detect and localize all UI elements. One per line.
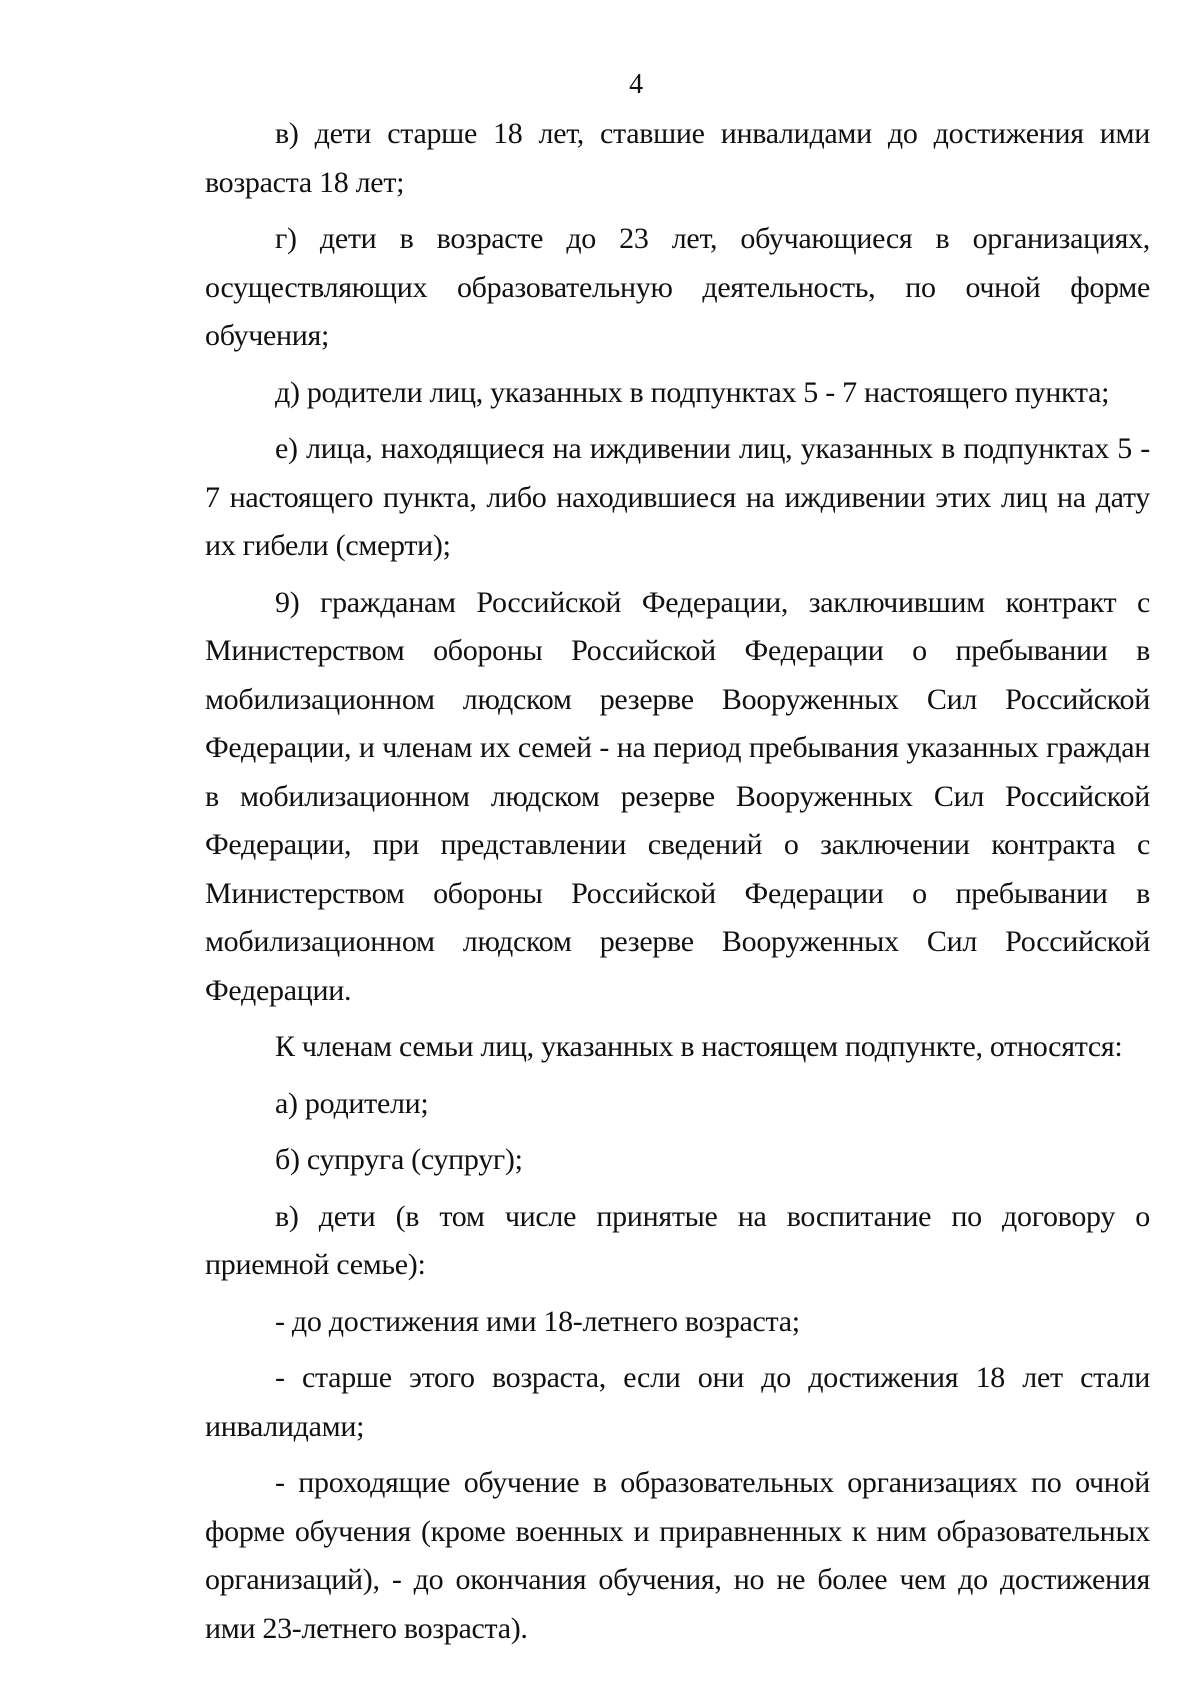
- page-number: 4: [629, 69, 643, 100]
- paragraph-family-spouse: б) супруга (супруг);: [275, 1143, 523, 1176]
- paragraph-children-under-18: - до достижения ими 18-летнего возраста;: [275, 1304, 800, 1338]
- paragraph-family-parents: а) родители;: [275, 1086, 429, 1120]
- paragraph-family-children: в) дети (в том числе принятые на воспитание по договору о приемной семье):: [205, 1199, 1150, 1281]
- paragraph-dependents: е) лица, находящиеся на иждивении лиц, указанных в подпунктах 5 - 7 настоящего пункта, либо находившиеся на иждивении этих лиц на дату их гибели (смерти);: [205, 432, 1150, 562]
- paragraph-children-under-23-students: г) дети в возрасте до 23 лет, обучающиеся в организациях, осуществляющих образовательную деятельность, по очной форме обучения;: [205, 222, 1150, 352]
- paragraph-children-full-time-students: - проходящие обучение в образовательных организациях по очной форме обучения (кроме военных и приравненных к ним образовательных организаций), - до окончания обучения, но не более чем до достижения ими 23-летнего возраста).: [205, 1466, 1150, 1645]
- paragraph-children-over-18-disabled: в) дети старше 18 лет, ставшие инвалидами до достижения ими возраста 18 лет;: [205, 117, 1150, 199]
- document-body: [205, 110, 1150, 1661]
- paragraph-parents: д) родители лиц, указанных в подпунктах 5 - 7 настоящего пункта;: [275, 375, 1110, 409]
- paragraph-item-9-reserve-contract: 9) гражданам Российской Федерации, заключившим контракт с Министерством обороны Российской Федерации о пребывании в мобилизационном людском резерве Вооруженных Сил Российской Федерации, и членам их семей - на период пребывания указанных граждан в мобилизационном людском резерве Вооруженных Сил Российской Федерации, при представлении сведений о заключении контракта с Министерством обороны Российской Федерации о пребывании в мобилизационном людском резерве Вооруженных Сил Российской Федерации.: [205, 585, 1150, 1007]
- paragraph-children-disabled-before-18: - старше этого возраста, если они до достижения 18 лет стали инвалидами;: [205, 1361, 1150, 1443]
- paragraph-family-members-intro: К членам семьи лиц, указанных в настоящем подпункте, относятся:: [275, 1030, 1123, 1063]
